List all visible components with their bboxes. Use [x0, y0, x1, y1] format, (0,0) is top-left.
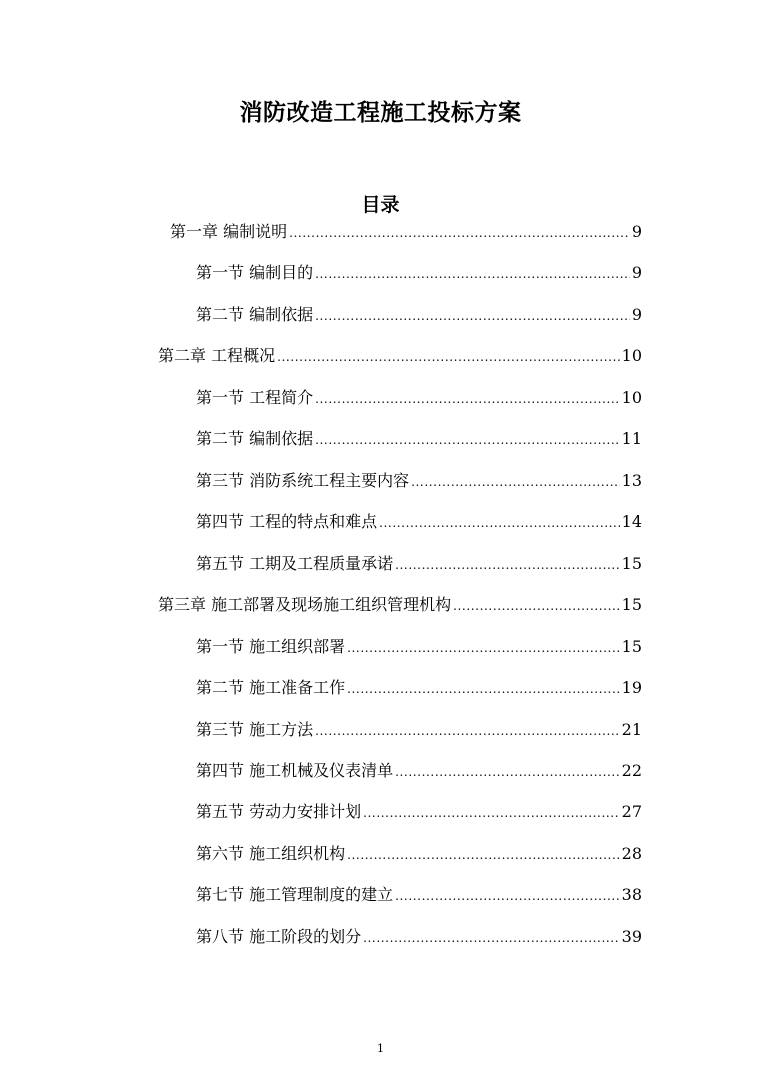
toc-page-number: 9: [631, 263, 642, 282]
toc-dot-leader: [363, 928, 620, 948]
toc-page-number: 9: [631, 305, 642, 324]
toc-dot-leader: [315, 389, 620, 409]
toc-page-number: 10: [621, 388, 642, 407]
toc-section-2-2[interactable]: [196, 429, 642, 449]
toc-section-2-3[interactable]: [196, 471, 642, 491]
toc-page-number: 15: [621, 595, 642, 614]
toc-section-2-5[interactable]: [196, 554, 642, 574]
toc-entry-label: 第七节 施工管理制度的建立: [196, 885, 394, 904]
toc-dot-leader: [289, 223, 630, 243]
toc-chapter-2[interactable]: [158, 346, 642, 366]
toc-section-3-7[interactable]: [196, 885, 642, 905]
toc-entry-label: 第三章 施工部署及现场施工组织管理机构: [158, 595, 452, 614]
toc-chapter-3[interactable]: [158, 595, 642, 615]
toc-page-number: 38: [621, 885, 642, 904]
toc-dot-leader: [379, 513, 620, 533]
document-title: 消防改造工程施工投标方案: [239, 100, 522, 126]
toc-entry-label: 第一节 施工组织部署: [196, 637, 346, 656]
toc-entry-label: 第一章 编制说明: [170, 222, 288, 241]
toc-dot-leader: [453, 596, 620, 616]
toc-section-3-4[interactable]: [196, 761, 642, 781]
toc-dot-leader: [395, 555, 620, 575]
toc-dot-leader: [347, 679, 620, 699]
footer-page-number: 1: [377, 1042, 384, 1055]
toc-section-3-1[interactable]: [196, 637, 642, 657]
toc-page-number: 22: [621, 761, 642, 780]
toc-page-number: 9: [631, 222, 642, 241]
toc-heading: 目录: [361, 194, 400, 216]
toc-entry-label: 第三节 消防系统工程主要内容: [196, 471, 410, 490]
toc-page-number: 15: [621, 554, 642, 573]
toc-section-3-2[interactable]: [196, 678, 642, 698]
toc-entry-label: 第二节 编制依据: [196, 429, 314, 448]
toc-section-3-8[interactable]: [196, 927, 642, 947]
toc-dot-leader: [395, 886, 620, 906]
toc-section-3-3[interactable]: [196, 720, 642, 740]
toc-page-number: 11: [621, 429, 642, 448]
toc-entry-label: 第三节 施工方法: [196, 720, 314, 739]
toc-page-number: 39: [621, 927, 642, 946]
toc-section-2-1[interactable]: [196, 388, 642, 408]
toc-dot-leader: [315, 306, 630, 326]
toc-page-number: 21: [621, 720, 642, 739]
toc-page-number: 13: [621, 471, 642, 490]
toc-section-1-1[interactable]: [196, 263, 642, 283]
toc-dot-leader: [277, 347, 620, 367]
toc-dot-leader: [315, 430, 620, 450]
toc-entry-label: 第二节 施工准备工作: [196, 678, 346, 697]
toc-section-1-2[interactable]: [196, 305, 642, 325]
toc-section-2-4[interactable]: [196, 512, 642, 532]
toc-page-number: 28: [621, 844, 642, 863]
toc-dot-leader: [411, 472, 620, 492]
toc-entry-label: 第二章 工程概况: [158, 346, 276, 365]
toc-entry-label: 第一节 编制目的: [196, 263, 314, 282]
toc-entry-label: 第二节 编制依据: [196, 305, 314, 324]
toc-entry-label: 第四节 工程的特点和难点: [196, 512, 378, 531]
toc-chapter-1[interactable]: [170, 222, 642, 242]
toc-dot-leader: [315, 721, 620, 741]
toc-section-3-6[interactable]: [196, 844, 642, 864]
toc-page-number: 27: [621, 802, 642, 821]
toc-dot-leader: [315, 264, 630, 284]
toc-entry-label: 第四节 施工机械及仪表清单: [196, 761, 394, 780]
toc-entry-label: 第一节 工程简介: [196, 388, 314, 407]
toc-entry-label: 第八节 施工阶段的划分: [196, 927, 362, 946]
toc-dot-leader: [347, 638, 620, 658]
toc-entry-label: 第五节 工期及工程质量承诺: [196, 554, 394, 573]
toc-page-number: 10: [621, 346, 642, 365]
toc-dot-leader: [347, 845, 620, 865]
toc-dot-leader: [395, 762, 620, 782]
toc-entry-label: 第六节 施工组织机构: [196, 844, 346, 863]
toc-entry-label: 第五节 劳动力安排计划: [196, 802, 362, 821]
toc-page-number: 19: [621, 678, 642, 697]
toc-dot-leader: [363, 803, 620, 823]
toc-page-number: 15: [621, 637, 642, 656]
toc-page-number: 14: [621, 512, 642, 531]
toc-section-3-5[interactable]: [196, 802, 642, 822]
